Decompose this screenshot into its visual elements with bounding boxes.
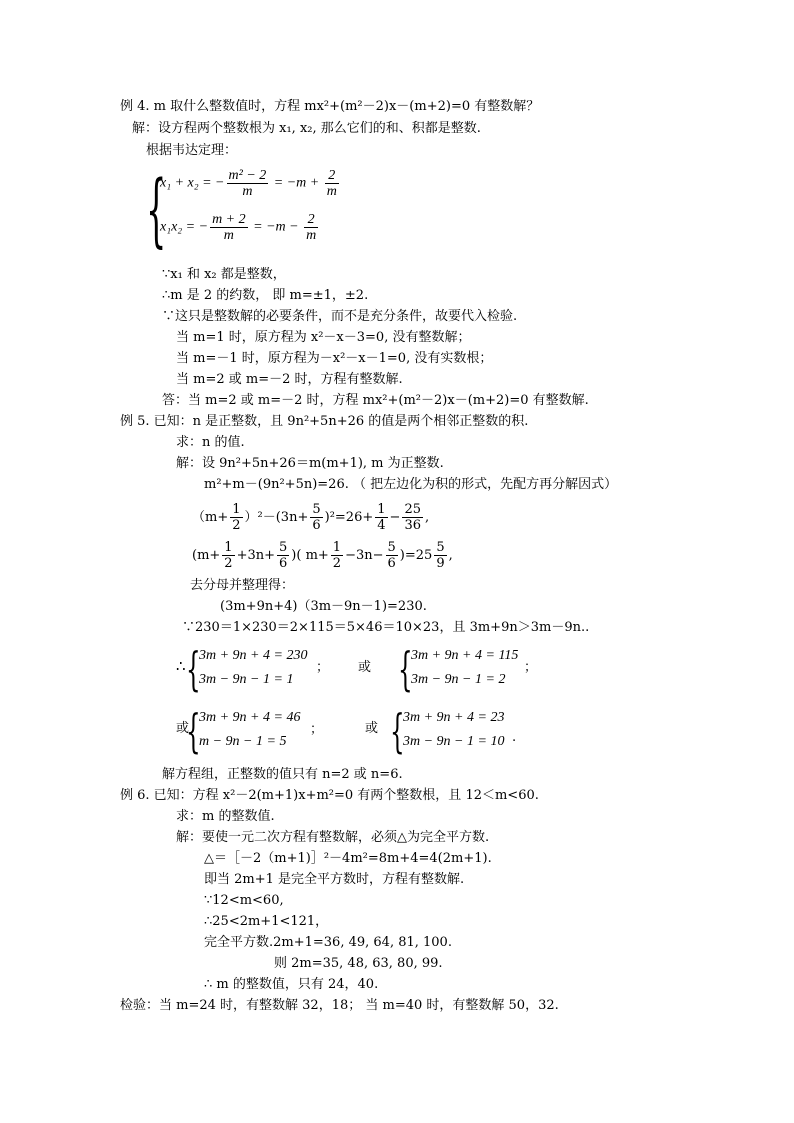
ex4-line-2: 根据韦达定理：	[146, 143, 238, 158]
ex5-line-1: 求：n 的值.	[176, 435, 245, 450]
ex5-system-4-brace: {	[390, 704, 405, 758]
ex5-period: .	[512, 730, 517, 745]
ex5-therefore: ∴	[176, 657, 186, 675]
ex5-system-2-brace: {	[398, 642, 413, 696]
ex4-line-5: ∵这只是整数解的必要条件，而不是充分条件，故要代入检验.	[162, 309, 518, 324]
ex6-line-1: 求：m 的整数值.	[176, 809, 275, 824]
ex5-system-2: 3m + 9n + 4 = 115 3m − 9n − 1 = 2	[411, 648, 519, 687]
ex4-line-6: 当 m=1 时，原方程为 x²－x－3=0, 没有整数解；	[176, 330, 471, 345]
ex5-or-3: 或	[365, 721, 379, 736]
ex5-line-4: 去分母并整理得：	[190, 578, 295, 593]
ex5-or-1: 或	[358, 660, 372, 675]
ex5-semicolon-2: ；	[524, 660, 538, 675]
ex5-line-6: ∵230＝1×230＝2×115＝5×46＝10×23，且 3m+9n＞3m－9n..	[182, 620, 590, 635]
ex5-system-3: 3m + 9n + 4 = 46 m − 9n − 1 = 5	[199, 710, 301, 749]
ex5-formula-1: （m+ $\frac{1}{2}$ ）²－(3n+ $\frac{5}{6}$ )²=26+ $\frac{1}{4}$ − $\frac{25}{36}$ ,	[192, 502, 430, 533]
ex5-system-3-brace: {	[186, 704, 201, 758]
ex6-line-9: ∴ m 的整数值，只有 24，40.	[204, 977, 379, 992]
ex4-line-1: 解：设方程两个整数根为 x₁, x₂, 那么它们的和、积都是整数.	[132, 121, 481, 136]
ex6-check: 检验：当 m=24 时，有整数解 32，18； 当 m=40 时，有整数解 50，32.	[120, 998, 559, 1013]
ex6-line-3: △＝［－2（m+1)］²－4m²=8m+4=4(2m+1).	[204, 851, 492, 866]
ex5-system-1: 3m + 9n + 4 = 230 3m − 9n − 1 = 1	[199, 648, 308, 687]
ex6-line-7: 完全平方数.2m+1=36, 49, 64, 81, 100.	[204, 935, 452, 950]
ex5-system-1-brace: {	[186, 642, 201, 696]
ex4-vieta-system: x₁ + x₂ = − $\frac{\text{m² − 2}}{m}$ = −m + $\frac{2}{m}$ x₁x₂ = − $\frac{m + 2}{m}$ = −m − $\frac{2}{m}$	[160, 168, 337, 243]
ex5-line-3: m²+m－(9n²+5n)=26. （ 把左边化为积的形式，先配方再分解因式）	[204, 477, 618, 492]
ex6-title: 例 6. 已知：方程 x²－2(m+1)x+m²=0 有两个整数根，且 12＜m<60.	[120, 788, 539, 803]
ex5-semicolon-3: ；	[310, 722, 324, 737]
ex5-formula-2: (m+ $\frac{1}{2}$ +3n+ $\frac{5}{6}$ )( m+ $\frac{1}{2}$ −3n− $\frac{5}{6}$ )=25 $\frac{5}{9}$ ,	[192, 540, 453, 571]
ex6-line-5: ∵12<m<60,	[204, 893, 284, 908]
ex5-title: 例 5. 已知：n 是正整数，且 9n²+5n+26 的值是两个相邻正整数的积.	[120, 414, 529, 429]
ex6-line-2: 解：要使一元二次方程有整数解，必须△为完全平方数.	[176, 830, 490, 845]
ex5-line-5: (3m+9n+4)（3m－9n－1)=230.	[220, 599, 427, 614]
ex4-line-3: ∵x₁ 和 x₂ 都是整数，	[162, 267, 286, 282]
ex4-line-4: ∴m 是 2 的约数， 即 m=±1，±2.	[162, 288, 369, 303]
ex4-title: 例 4. m 取什么整数值时，方程 mx²+(m²－2)x－(m+2)=0 有整数解？	[120, 99, 540, 114]
ex5-system-4: 3m + 9n + 4 = 23 3m − 9n − 1 = 10	[403, 710, 505, 749]
ex6-line-8: 则 2m=35, 48, 63, 80, 99.	[274, 956, 443, 971]
ex6-line-4: 即当 2m+1 是完全平方数时，方程有整数解.	[204, 872, 465, 887]
ex5-semicolon-1: ；	[316, 660, 330, 675]
ex5-or-2: 或	[176, 721, 190, 736]
ex4-system-brace: {	[146, 163, 167, 256]
ex6-line-6: ∴25<2m+1<121，	[204, 914, 329, 929]
ex5-line-2: 解：设 9n²+5n+26＝m(m+1), m 为正整数.	[176, 456, 444, 471]
ex4-line-7: 当 m=－1 时，原方程为－x²－x－1=0, 没有实数根；	[176, 351, 493, 366]
ex4-line-8: 当 m=2 或 m=－2 时，方程有整数解.	[176, 372, 403, 387]
ex5-conclusion: 解方程组，正整数的值只有 n=2 或 n=6.	[162, 767, 403, 782]
ex4-answer: 答：当 m=2 或 m=－2 时，方程 mx²+(m²－2)x－(m+2)=0 有整数解.	[162, 393, 589, 408]
